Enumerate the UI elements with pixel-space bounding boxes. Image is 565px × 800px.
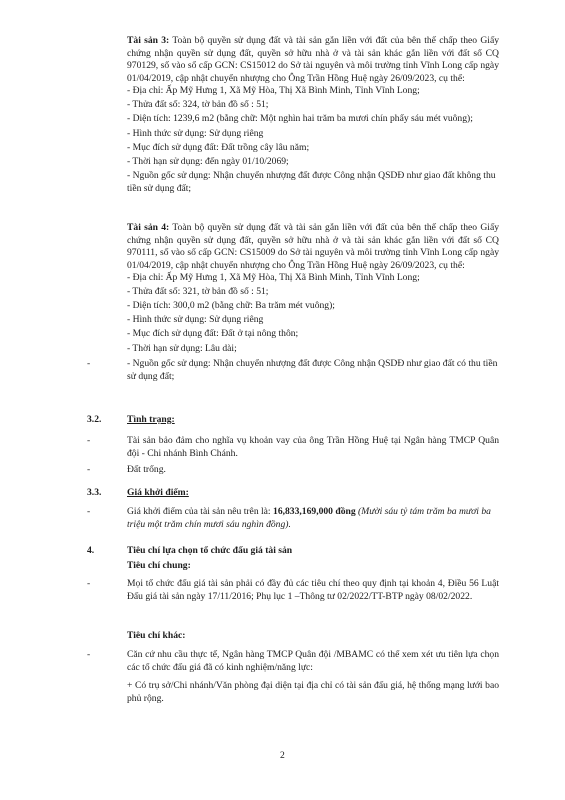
list-dash: - xyxy=(87,578,91,589)
asset3-item: - Mục đích sử dụng đất: Đất trồng cây lâu năm; xyxy=(127,142,310,153)
section-4-subheading: Tiêu chí chung: xyxy=(127,560,191,571)
section-3-3-title: Giá khởi điểm: xyxy=(127,487,189,498)
asset4-intro xyxy=(127,222,499,272)
list-dash: - xyxy=(87,649,91,660)
section-3-2-title: Tình trạng: xyxy=(127,414,175,425)
asset4-item: - Mục đích sử dụng đất: Đất ở tại nông thôn; xyxy=(127,328,299,339)
other-criteria-text: Căn cứ nhu cầu thực tế, Ngân hàng TMCP Quân đội /MBAMC có thể xem xét ưu tiên lựa chọn các tổ chức đấu giá đã có kinh nghiệm/năng lực: xyxy=(127,649,499,673)
asset3-item: - Nguồn gốc sử dụng: Nhận chuyển nhượng đất được Công nhận QSDĐ như giao đất không thu tiền sử dụng đất; xyxy=(127,170,496,194)
list-dash: - xyxy=(87,506,91,517)
general-criteria-text: Mọi tổ chức đấu giá tài sản phải có đầy đủ các tiêu chí theo quy định tại khoản 4, Điều 56 Luật Đấu giá tài sản ngày 17/11/2016; Phụ lục 1 –Thông tư 02/2022/TT-BTP ngày 08/02/2022. xyxy=(127,578,499,602)
asset3-item: - Diện tích: 1239,6 m2 (bằng chữ: Một nghìn hai trăm ba mươi chín phẩy sáu mét vuông); xyxy=(127,113,473,124)
asset4-item: - Thời hạn sử dụng: Lâu dài; xyxy=(127,343,237,354)
asset4-item: - Nguồn gốc sử dụng: Nhận chuyển nhượng đất được Công nhận QSDĐ như giao đất có thu tiền sử dụng đất; xyxy=(127,358,498,382)
asset3-intro xyxy=(127,35,499,85)
asset4-item: - Hình thức sử dụng: Sử dụng riêng xyxy=(127,314,264,325)
asset3-label: Tài sản 3: xyxy=(127,35,170,46)
starting-price-text xyxy=(127,506,499,531)
section-3-2-line: Tài sản bảo đảm cho nghĩa vụ khoản vay của ông Trần Hồng Huệ tại Ngân hàng TMCP Quân đội - Chi nhánh Bình Chánh. xyxy=(127,435,499,459)
asset3-item: - Địa chỉ: Ấp Mỹ Hưng 1, Xã Mỹ Hòa, Thị Xã Bình Minh, Tỉnh Vĩnh Long; xyxy=(127,85,420,96)
asset4-item: - Thửa đất số: 321, tờ bản đồ số : 51; xyxy=(127,286,269,297)
section-3-3-number: 3.3. xyxy=(87,487,102,498)
list-dash: - xyxy=(87,358,91,369)
section-4-title: Tiêu chí lựa chọn tổ chức đấu giá tài sản xyxy=(127,545,293,556)
asset4-item: - Địa chỉ: Ấp Mỹ Hưng 1, Xã Mỹ Hòa, Thị Xã Bình Minh, Tỉnh Vĩnh Long; xyxy=(127,272,420,283)
other-criteria-bullet: + Có trụ sở/Chi nhánh/Văn phòng đại diện tại địa chỉ có tài sản đấu giá, hệ thống mạng lưới bao phủ rộng. xyxy=(127,680,499,704)
starting-price-prefix: Giá khởi điểm của tài sản nêu trên là: xyxy=(127,506,274,517)
starting-price-words: (Mười sáu tỷ tám trăm ba mươi ba triệu một trăm chín mươi sáu nghìn đồng). xyxy=(127,506,491,530)
section-4-subheading: Tiêu chí khác: xyxy=(127,630,186,641)
asset3-item: - Hình thức sử dụng: Sử dụng riêng xyxy=(127,128,264,139)
asset4-label: Tài sản 4: xyxy=(127,222,170,233)
asset3-intro-text: Toàn bộ quyền sử dụng đất và tài sản gắn liền với đất của bên thế chấp theo Giấy chứng nhận quyền sử dụng đất, quyền sở hữu nhà ở và tài sản khác gắn liền với đất số CQ 970129, số vào sổ cấp GCN: CS15012 do Sở tài nguyên và môi trường tỉnh Vĩnh Long cấp ngày 01/04/2019, cập nhật chuyển nhượng cho Ông Trần Hồng Huệ ngày 26/09/2023, cụ thể: xyxy=(127,35,499,84)
starting-price-amount: 16,833,169,000 đồng xyxy=(273,506,356,517)
section-3-2-number: 3.2. xyxy=(87,414,102,425)
asset3-item: - Thời hạn sử dụng: đến ngày 01/10/2069; xyxy=(127,156,289,167)
page-number: 2 xyxy=(280,750,285,761)
section-4-number: 4. xyxy=(87,545,95,556)
list-dash: - xyxy=(87,435,91,446)
section-3-2-line: Đất trống. xyxy=(127,464,166,475)
asset4-intro-text: Toàn bộ quyền sử dụng đất và tài sản gắn liền với đất của bên thế chấp theo Giấy chứng nhận quyền sử dụng đất, quyền sở hữu nhà ở và tài sản khác gắn liền với đất số CQ 970111, số vào sổ cấp GCN: CS15009 do Sở tài nguyên và môi trường tỉnh Vĩnh Long cấp ngày 01/04/2019, cập nhật chuyển nhượng cho Ông Trần Hồng Huệ ngày 26/09/2023, cụ thể: xyxy=(127,222,499,271)
asset3-item: - Thửa đất số: 324, tờ bản đồ số : 51; xyxy=(127,99,269,110)
asset4-item: - Diện tích: 300,0 m2 (bằng chữ: Ba trăm mét vuông); xyxy=(127,300,335,311)
list-dash: - xyxy=(87,464,91,475)
